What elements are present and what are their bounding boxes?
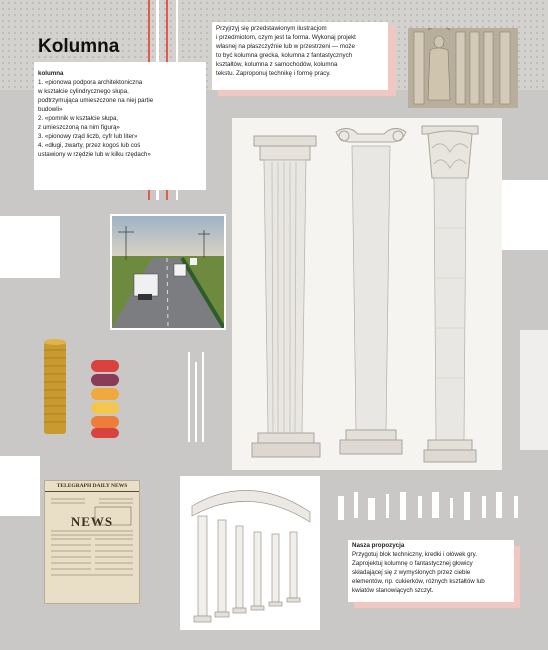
- cathedral-photo: [408, 28, 518, 108]
- colonnade-photo: [180, 476, 320, 630]
- proposal-line: Zaprojektuj kolumnę o fantastycznej głowicy: [352, 559, 473, 567]
- intro-line: kształtów, kolumna z samochodów, kolumna: [216, 60, 338, 68]
- proposal-heading: Nasza propozycja: [352, 542, 405, 549]
- bg-white-strip-left: [0, 216, 60, 278]
- definition-line: 1. «pionowa podpora architektoniczna: [38, 78, 143, 86]
- fluted-column: [252, 136, 320, 457]
- macaron-stack: [88, 358, 122, 440]
- intro-line: to być kolumna grecka, kolumna z fantastycznych: [216, 51, 353, 59]
- intro-card: [212, 22, 388, 90]
- bg-white-strip-right: [502, 180, 548, 250]
- newspaper-image: [44, 480, 140, 604]
- proposal-line: kwiatów stanowiących szczyt.: [352, 586, 434, 594]
- newspaper-headline: NEWS: [70, 514, 114, 529]
- definition-line: budowli»: [38, 105, 63, 113]
- proposal-line: Przygotuj blok techniczny, kredki i ołówek gry.: [352, 550, 477, 558]
- intro-line: tekstu. Zaproponuj technikę i formę pracy.: [216, 69, 331, 77]
- bg-white-strip-right2: [520, 330, 548, 450]
- decor-lines-mid: [186, 352, 208, 442]
- intro-line: Przyjrzyj się przedstawionym ilustracjom: [216, 25, 327, 32]
- definition-text: [38, 70, 208, 160]
- decor-stripes-right: [336, 492, 536, 522]
- intro-line: i przedmiotom, czym jest ta forma. Wykonaj projekt: [216, 33, 356, 41]
- bg-white-strip-left2: [0, 456, 40, 516]
- definition-line: ustawiony w rzędzie lub w kilku rzędach»: [38, 150, 151, 158]
- newspaper-masthead: TELEGRAPH DAILY NEWS: [45, 481, 139, 492]
- definition-term: kolumna: [38, 70, 64, 77]
- proposal-line: elementów, np. cukierków, różnych kształtów lub: [352, 577, 485, 585]
- definition-line: 4. «długi, zwarty, przez kogoś lub coś: [38, 141, 141, 149]
- page-title: Kolumna: [38, 36, 120, 57]
- coin-stack: [40, 338, 70, 438]
- definition-line: 3. «pionowy rząd liczb, cyfr lub liter»: [38, 132, 138, 140]
- definition-line: w kształcie cylindrycznego słupa,: [38, 87, 129, 95]
- proposal-card: [348, 540, 514, 602]
- definition-line: podtrzymująca umieszczone na niej partie: [38, 96, 154, 104]
- smooth-column: [336, 128, 406, 454]
- proposal-line: składającej się z wymyślonych przez ciebie: [352, 568, 471, 576]
- definition-line: 2. «pomnik w kształcie słupa,: [38, 114, 119, 122]
- corinthian-column: [422, 126, 478, 462]
- highway-photo: [110, 214, 226, 330]
- columns-photo: [232, 118, 502, 470]
- definition-line: z umieszczoną na nim figurą»: [38, 123, 120, 131]
- intro-line: własnej na płaszczyźnie lub w przestrzeni — może: [216, 42, 355, 50]
